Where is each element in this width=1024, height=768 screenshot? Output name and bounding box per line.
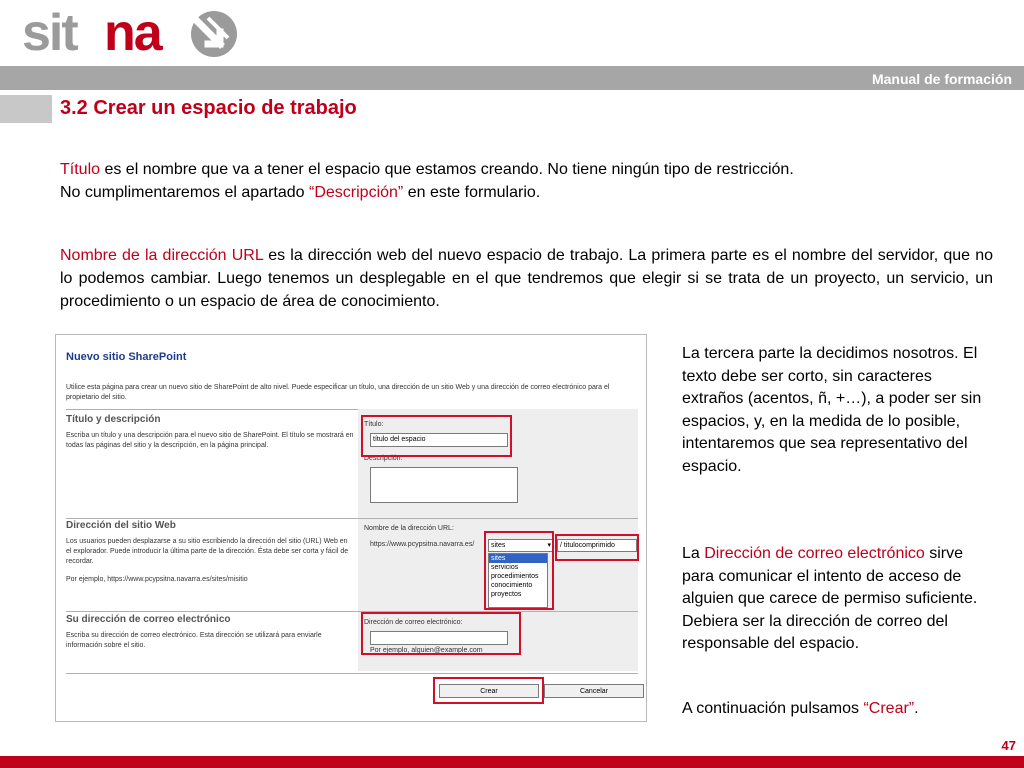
cancel-button[interactable]: Cancelar <box>544 684 644 698</box>
descripcion-note-start: No cumplimentaremos el apartado <box>60 184 310 201</box>
term-titulo: Título <box>60 161 101 178</box>
manual-label: Manual de formación <box>871 71 1012 87</box>
sp-divider <box>66 611 638 612</box>
sp-url-option[interactable]: servicios <box>491 564 519 571</box>
sp-divider <box>66 673 638 674</box>
chevron-down-icon: ▾ <box>547 542 551 549</box>
sp-descripcion-label: Descripción: <box>364 455 403 462</box>
sp-section3-text: Escriba su dirección de correo electrónico. Esta dirección se utilizará para enviarle información sobre el sitio. <box>66 632 322 649</box>
descripcion-quote: “Descripción” <box>309 184 404 201</box>
sitna-logo <box>22 8 242 60</box>
side-email-rest: sirve para comunicar el intento de acceso de alguien que carece de permiso suficiente. Debiera ser la dirección de correo del responsable del espacio. <box>682 545 978 652</box>
side-email-start: La <box>682 545 705 562</box>
header-bar <box>0 66 1024 90</box>
titulo-description: es el nombre que va a tener el espacio que estamos creando. No tiene ningún tipo de restricción. <box>100 161 794 178</box>
svg-text:sit: sit <box>22 8 77 60</box>
page-number: 47 <box>1001 738 1016 753</box>
sp-url-select-value: sites <box>491 542 506 549</box>
paragraph-titulo <box>60 158 993 204</box>
sharepoint-screenshot <box>55 334 647 722</box>
side-text-third-part: La tercera parte la decidimos nosotros. El texto debe ser corto, sin caracteres extraños (acentos, ñ, +…), a poder ser sin espacios, y, en la medida de lo posible, intentaremos que sea representativo del espacio. <box>682 345 982 475</box>
sp-intro-text: Utilice esta página para crear un nuevo sitio de SharePoint de alto nivel. Puede especificar un título, una dirección de un sitio Web y una dirección de correo electrónico para el propietario del sitio. <box>66 384 610 401</box>
sp-section2-heading: Dirección del sitio Web <box>66 520 176 531</box>
descripcion-note-end: en este formulario. <box>403 184 541 201</box>
sp-url-prefix: https://www.pcypsitna.navarra.es/ <box>370 541 475 548</box>
sp-url-option[interactable]: conocimiento <box>491 582 533 589</box>
sp-url-suffix-input[interactable]: / titulocomprimido <box>557 539 637 552</box>
highlight-titulo <box>361 415 512 457</box>
sp-section-email <box>66 615 354 651</box>
sp-titulo-input[interactable]: título del espacio <box>370 433 508 447</box>
side-crear-end: . <box>914 700 919 717</box>
sp-section1-text: Escriba un título y una descripción para el nuevo sitio de SharePoint. El título se mostrará en todas las páginas del sitio y la descripción, en la página principal. <box>66 432 354 449</box>
sp-section2-example: Por ejemplo, https://www.pcypsitna.navarra.es/sites/misitio <box>66 576 248 583</box>
url-description: es la dirección web del nuevo espacio de trabajo. La primera parte es el nombre del servidor, que no lo podemos cambiar. Luego tenemos un desplegable en el que tendremos que elegir si se trata de un proyecto, un servicio, un procedimiento o un espacio de área de conocimiento. <box>60 247 993 310</box>
sp-section3-heading: Su dirección de correo electrónico <box>66 614 231 625</box>
sp-url-label: Nombre de la dirección URL: <box>364 525 454 532</box>
sp-descripcion-textarea[interactable] <box>370 467 518 503</box>
sp-section-url <box>66 521 354 585</box>
crear-quote: “Crear” <box>863 700 915 717</box>
sp-email-example: Por ejemplo, alguien@example.com <box>370 647 483 654</box>
sp-divider <box>66 518 638 519</box>
sp-titulo-label: Título: <box>364 421 384 428</box>
sp-url-option[interactable]: procedimientos <box>491 573 539 580</box>
sp-email-label: Dirección de correo electrónico: <box>364 619 463 626</box>
side-crear-start: A continuación pulsamos <box>682 700 864 717</box>
highlight-url-suffix <box>555 534 639 561</box>
highlight-create-button <box>433 677 544 704</box>
section-title: 3.2 Crear un espacio de trabajo <box>60 97 357 119</box>
sp-page-title: Nuevo sitio SharePoint <box>66 351 187 363</box>
sp-section1-heading: Título y descripción <box>66 414 161 425</box>
create-button[interactable]: Crear <box>439 684 539 698</box>
highlight-url-select <box>484 531 554 610</box>
sitna-logo-graphic <box>22 8 242 60</box>
sp-url-option[interactable]: proyectos <box>491 591 522 598</box>
title-accent-block <box>0 95 52 123</box>
term-url: Nombre de la dirección URL <box>60 247 264 264</box>
side-text-email <box>682 543 982 656</box>
sp-url-option[interactable]: sites <box>489 554 547 563</box>
highlight-email <box>361 612 521 655</box>
sp-section-titulo <box>66 415 354 451</box>
footer-bar <box>0 756 1024 768</box>
sp-section2-text: Los usuarios pueden desplazarse a su sitio escribiendo la dirección del sitio (URL) Web en el explorador. Puede introducir la última parte de la dirección. Ésta debe ser corta y fácil de recordar. <box>66 538 349 565</box>
svg-text:na: na <box>104 8 161 60</box>
side-text-crear <box>682 698 982 721</box>
paragraph-url <box>60 244 993 313</box>
term-email: Dirección de correo electrónico <box>704 545 925 562</box>
